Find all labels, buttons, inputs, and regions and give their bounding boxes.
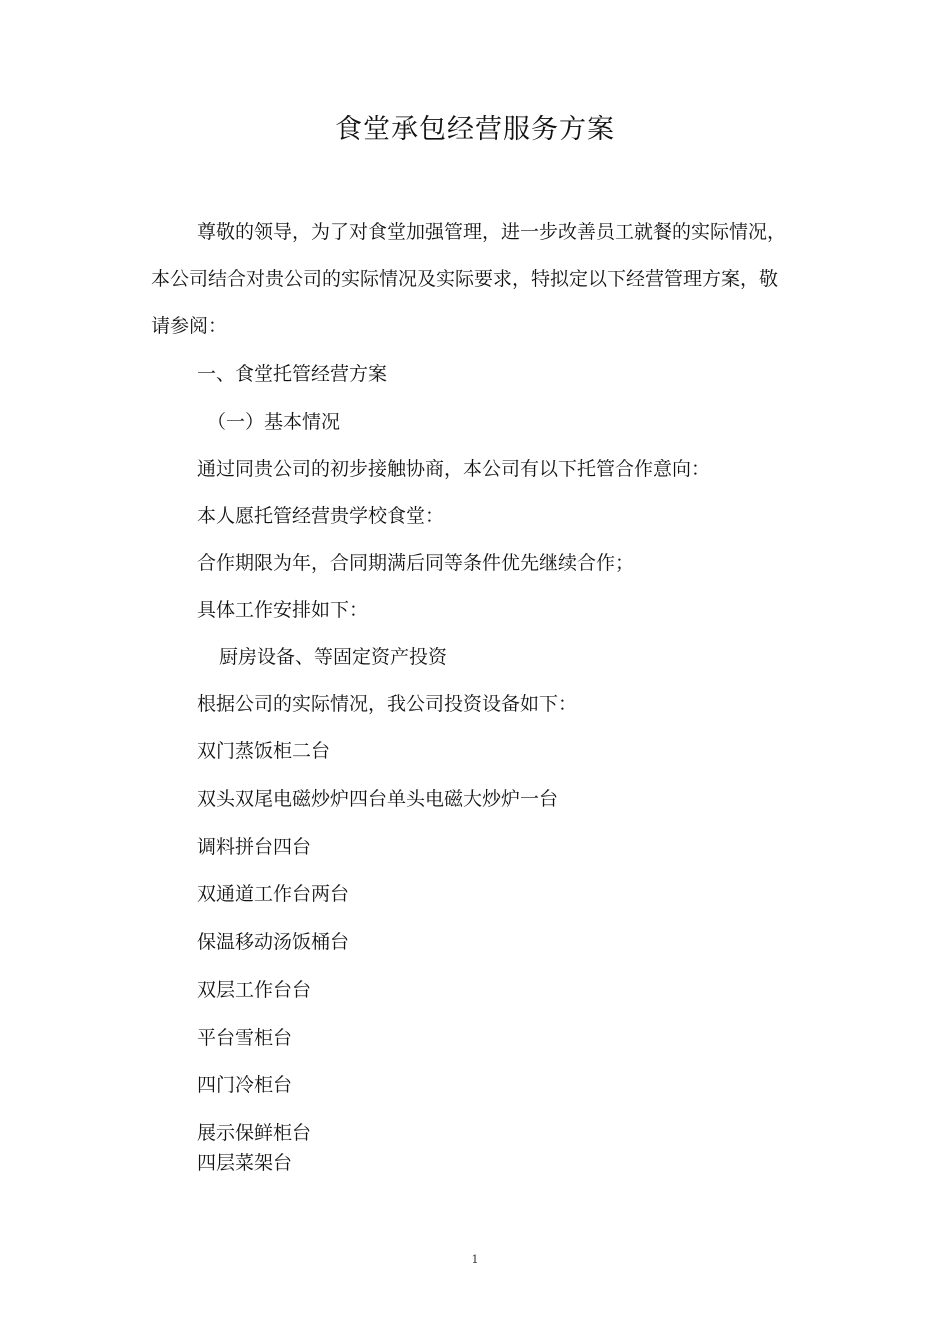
equipment-item: 双门蒸饭柜二台 (197, 740, 331, 762)
document-title: 食堂承包经营服务方案 (335, 114, 615, 145)
body-line-2: 本人愿托管经营贵学校食堂： (197, 505, 445, 527)
body-line-4: 具体工作安排如下： (197, 599, 369, 621)
subsection-heading: （一）基本情况 (207, 411, 341, 433)
equipment-item: 平台雪柜台 (197, 1027, 293, 1049)
equipment-item: 四门冷柜台 (197, 1074, 293, 1096)
intro-line-3: 请参阅： (151, 315, 228, 337)
intro-line-1: 尊敬的领导，为了对食堂加强管理，进一步改善员工就餐的实际情况， (197, 221, 787, 243)
page-number: 1 (471, 1253, 479, 1266)
equipment-item: 保温移动汤饭桶台 (197, 931, 350, 953)
equipment-intro: 根据公司的实际情况，我公司投资设备如下： (197, 693, 578, 715)
equipment-item: 展示保鲜柜台 (197, 1122, 312, 1144)
equipment-item: 调料拼台四台 (197, 836, 312, 858)
equipment-heading: 厨房设备、等固定资产投资 (219, 646, 448, 668)
body-line-1: 通过同贵公司的初步接触协商，本公司有以下托管合作意向： (197, 458, 711, 480)
equipment-item: 双通道工作台两台 (197, 883, 350, 905)
body-line-3: 合作期限为年，合同期满后同等条件优先继续合作； (197, 552, 635, 574)
equipment-item: 双头双尾电磁炒炉四台单头电磁大炒炉一台 (197, 788, 559, 810)
intro-line-2: 本公司结合对贵公司的实际情况及实际要求，特拟定以下经营管理方案，敬 (151, 268, 779, 290)
section-heading: 一、食堂托管经营方案 (197, 363, 388, 385)
equipment-item: 四层菜架台 (197, 1152, 293, 1174)
equipment-item: 双层工作台台 (197, 979, 312, 1001)
